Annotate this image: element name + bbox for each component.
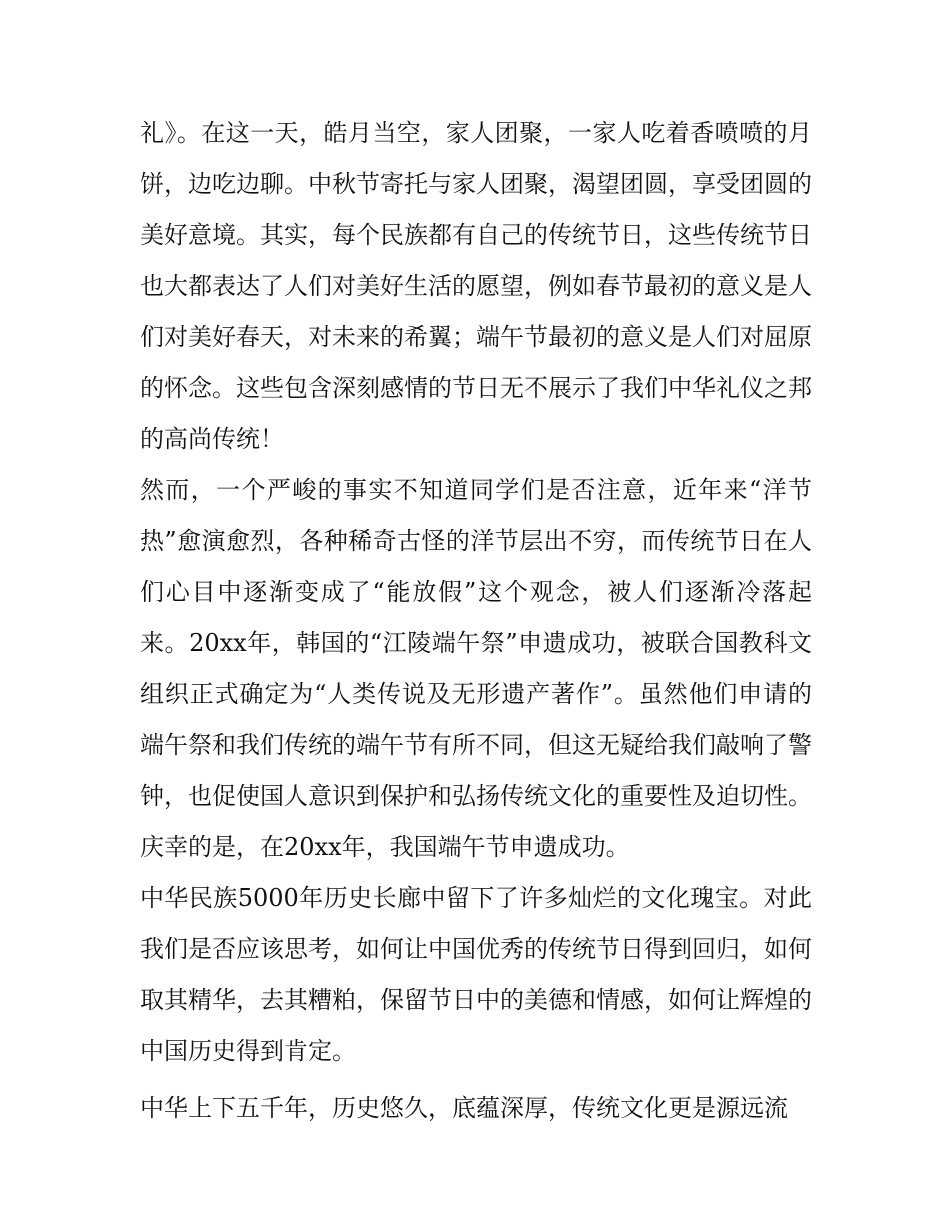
document-body [140, 108, 812, 1134]
paragraph-foreign-festivals: 然而，一个严峻的事实不知道同学们是否注意，近年来“洋节热”愈演愈烈，各种稀奇古怪的洋节层出不穷，而传统节日在人们心目中逐渐变成了“能放假”这个观念，被人们逐渐冷落起来。20xx年，韩国的“江陵端午祭”申遗成功，被联合国教科文组织正式确定为“人类传说及无形遗产著作”。虽然他们申请的端午祭和我们传统的端午节有所不同，但这无疑给我们敲响了警钟，也促使国人意识到保护和弘扬传统文化的重要性及迫切性。庆幸的是，在20xx年，我国端午节申遗成功。 [140, 476, 812, 861]
paragraph-mid-autumn: 礼》。在这一天，皓月当空，家人团聚，一家人吃着香喷喷的月饼，边吃边聊。中秋节寄托与家人团聚，渴望团圆，享受团圆的美好意境。其实，每个民族都有自己的传统节日，这些传统节日也大都表达了人们对美好生活的愿望，例如春节最初的意义是人们对美好春天，对未来的希翼；端午节最初的意义是人们对屈原的怀念。这些包含深刻感情的节日无不展示了我们中华礼仪之邦的高尚传统！ [140, 119, 812, 453]
paragraph-five-thousand-years: 中华上下五千年，历史悠久，底蕴深厚，传统文化更是源远流 [140, 1094, 788, 1122]
paragraph-cultural-treasures: 中华民族5000年历史长廊中留下了许多灿烂的文化瑰宝。对此我们是否应该思考，如何让中国优秀的传统节日得到回归，如何取其精华，去其糟粕，保留节日中的美德和情感，如何让辉煌的中国历史得到肯定。 [140, 884, 812, 1065]
